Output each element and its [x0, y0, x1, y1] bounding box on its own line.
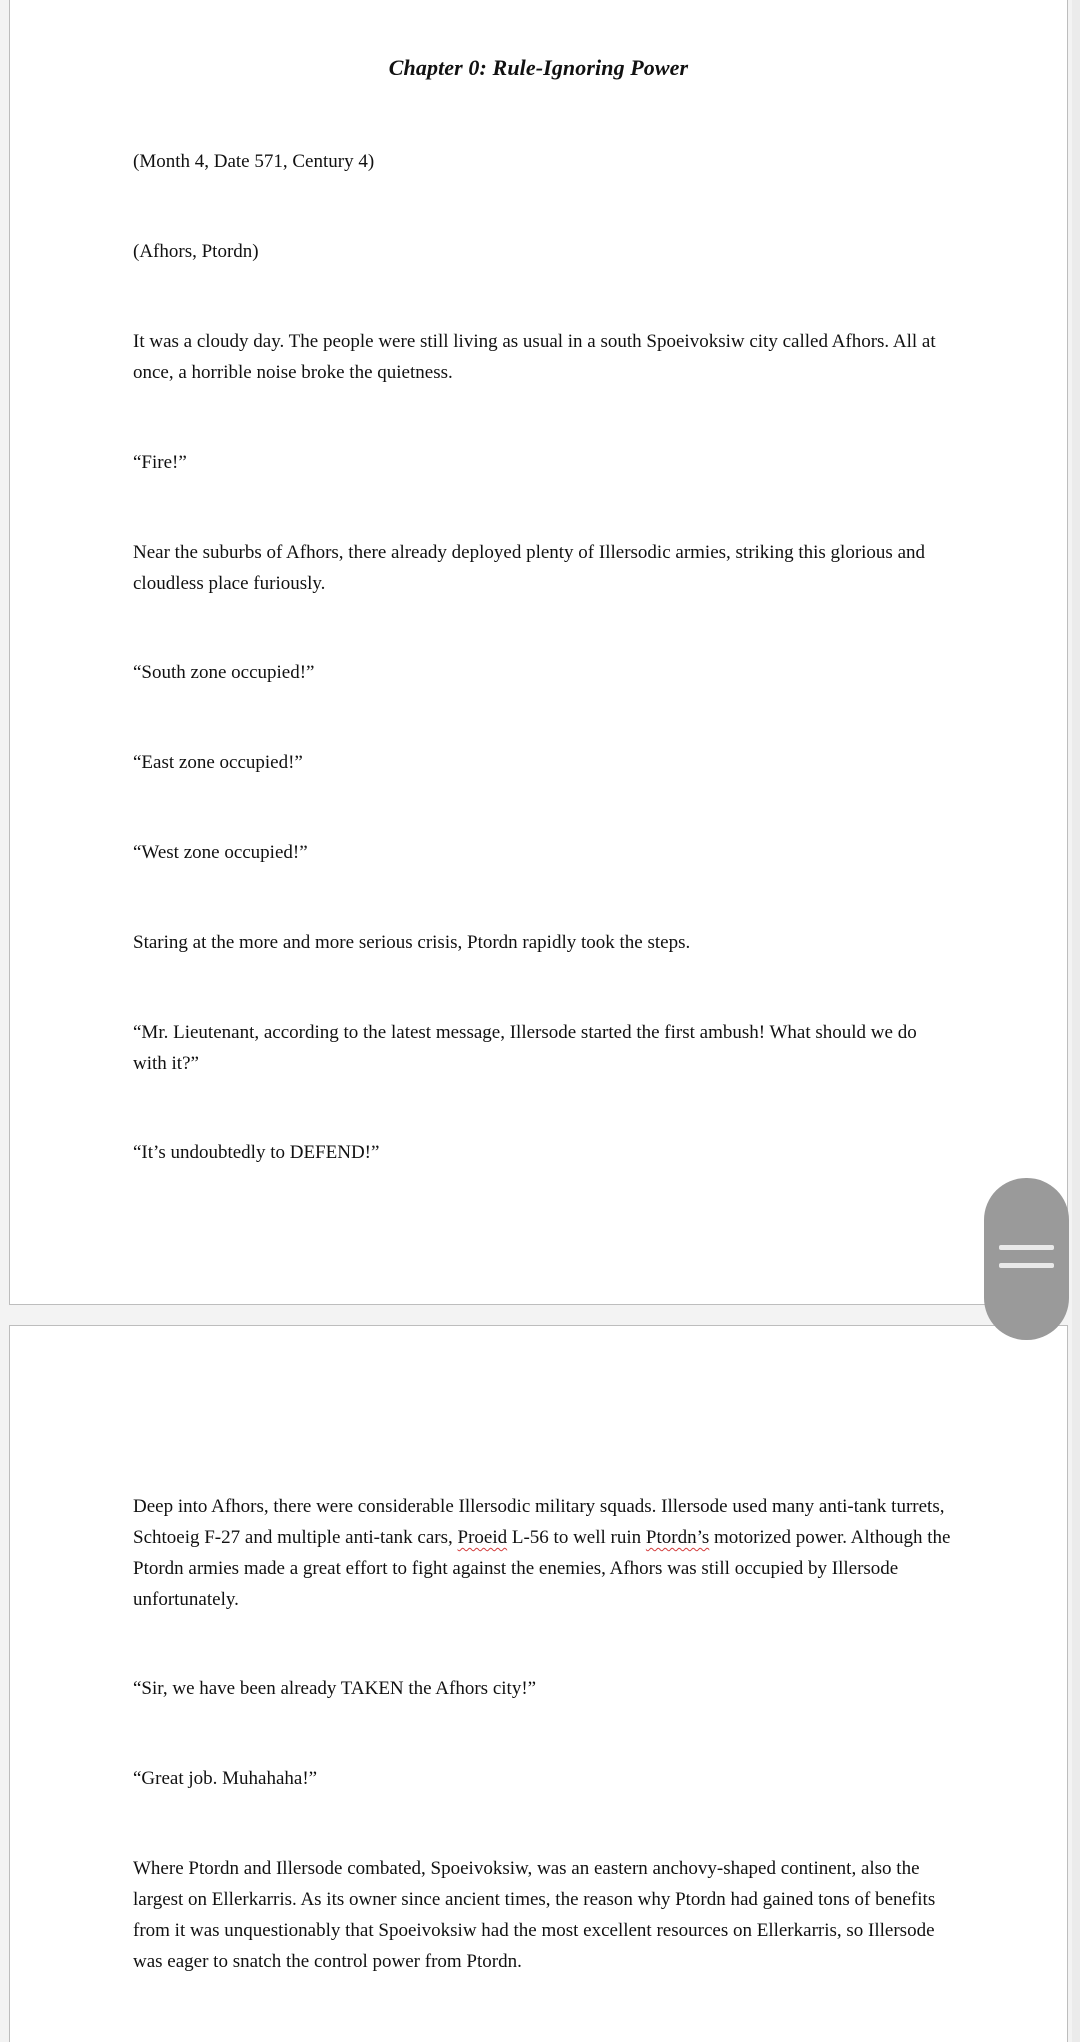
paragraph-text: Deep into Afhors, there were considerable Illersodic military squads. Illersode used many anti-tank turrets, Schtoeig F-27 and multiple anti-tank cars,	[133, 1496, 945, 1548]
paragraph: It was a cloudy day. The people were still living as usual in a south Spoeivoksiw city called Afhors. All at once, a horrible noise broke the quietness.	[133, 331, 936, 383]
document-page-1	[9, 0, 1068, 1305]
dialogue-line: “It’s undoubtedly to DEFEND!”	[133, 1142, 380, 1163]
viewer-edge	[1072, 0, 1080, 2042]
paragraph-text: L-56 to well ruin	[507, 1527, 646, 1548]
paragraph: Where Ptordn and Illersode combated, Spoeivoksiw, was an eastern anchovy-shaped continent, also the largest on Ellerkarris. As its owner since ancient times, the reason why Ptordn had gained tons of benefits from it was unquestionably that Spoeivoksiw had the most excellent resources on Ellerkarris, so Illersode was eager to snatch the control power from Ptordn.	[133, 1858, 936, 1972]
spellcheck-flagged-word[interactable]: Ptordn’s	[645, 1527, 710, 1548]
dialogue-line: “Mr. Lieutenant, according to the latest message, Illersode started the first ambush! What should we do with it?”	[133, 1022, 917, 1074]
dialogue-line: “East zone occupied!”	[133, 752, 303, 773]
paragraph-text: motorized power. Although the Ptordn armies made a great effort to fight against the enemies, Afhors was still occupied by Illersode unfortunately.	[133, 1527, 951, 1610]
document-page-2	[9, 1325, 1068, 2042]
paragraph	[133, 1491, 953, 1615]
dialogue-line: “Sir, we have been already TAKEN the Afhors city!”	[133, 1678, 537, 1699]
dialogue-line: “Fire!”	[133, 452, 187, 473]
dialogue-line: “Great job. Muhahaha!”	[133, 1768, 318, 1789]
chapter-title: Chapter 0: Rule-Ignoring Power	[388, 55, 689, 80]
paragraph: Staring at the more and more serious crisis, Ptordn rapidly took the steps.	[133, 932, 691, 953]
paragraph-date: (Month 4, Date 571, Century 4)	[133, 151, 375, 172]
paragraph: Near the suburbs of Afhors, there already deployed plenty of Illersodic armies, striking this glorious and cloudless place furiously.	[133, 542, 925, 594]
paragraph-location: (Afhors, Ptordn)	[133, 241, 259, 262]
scroll-handle[interactable]	[984, 1178, 1069, 1340]
dialogue-line: “West zone occupied!”	[133, 842, 308, 863]
spellcheck-flagged-word[interactable]: Proeid	[457, 1527, 508, 1548]
dialogue-line: “South zone occupied!”	[133, 662, 315, 683]
